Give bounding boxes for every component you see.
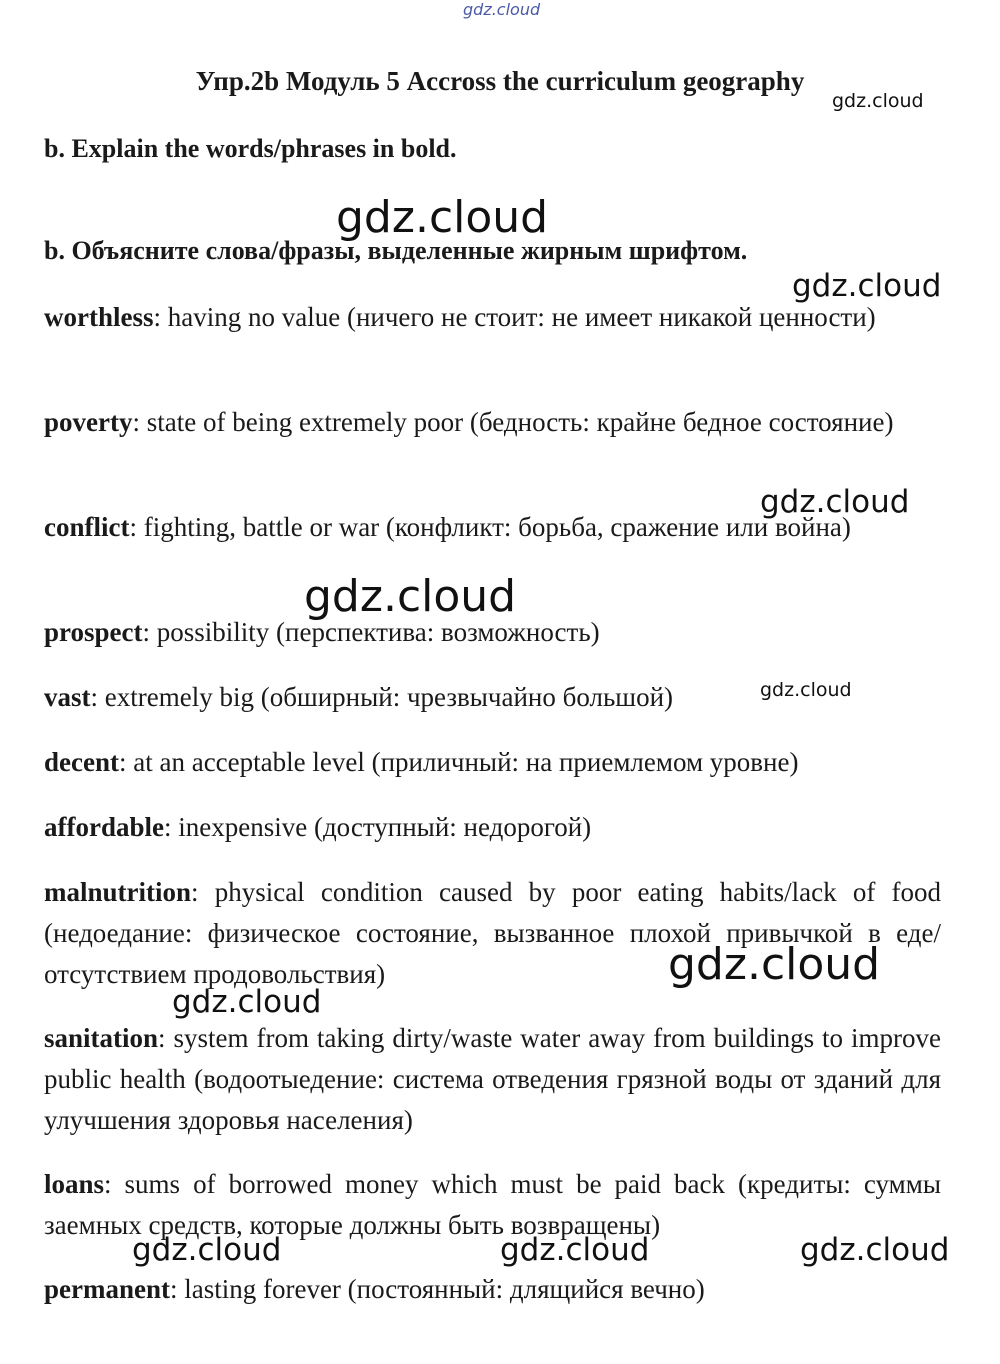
instruction-russian: b. Объясните слова/фразы, выделенные жирным шрифтом. — [44, 236, 748, 265]
watermark: gdz.cloud — [760, 484, 910, 520]
term: poverty — [44, 407, 133, 437]
watermark: gdz.cloud — [132, 1232, 282, 1268]
definition: : inexpensive (доступный: недорогой) — [163, 812, 592, 842]
glossary-entry-vast — [44, 677, 941, 718]
page-title: Упр.2b Модуль 5 Accross the curriculum geography — [195, 66, 805, 96]
watermark: gdz.cloud — [832, 90, 924, 112]
watermark: gdz.cloud — [172, 984, 322, 1020]
definition: : physical condition caused by poor eating habits/lack of food (недоедание: физическое состояние, вызванное плохой привычкой в еде/отсутствием продовольствия) — [44, 877, 941, 989]
glossary-entry-worthless — [44, 297, 941, 338]
watermark: gdz.cloud — [792, 268, 942, 304]
term: worthless — [44, 302, 154, 332]
glossary-entry-prospect — [44, 612, 941, 653]
watermark: gdz.cloud — [500, 1232, 650, 1268]
watermark-top: gdz.cloud — [463, 0, 541, 19]
glossary-entry-affordable — [44, 807, 941, 848]
watermark: gdz.cloud — [800, 1232, 950, 1268]
instruction-english: b. Explain the words/phrases in bold. — [44, 134, 457, 163]
watermark: gdz.cloud — [304, 571, 517, 622]
glossary-entry-decent — [44, 742, 941, 783]
glossary-entry-sanitation — [44, 1018, 941, 1141]
term: decent — [44, 747, 119, 777]
term: malnutrition — [44, 877, 192, 907]
term: loans — [44, 1169, 105, 1199]
term: vast — [44, 682, 91, 712]
term: permanent — [44, 1274, 170, 1304]
term: prospect — [44, 617, 143, 647]
watermark: gdz.cloud — [336, 192, 549, 243]
definition: : fighting, battle or war (конфликт: борьба, сражение или война) — [129, 512, 851, 542]
definition: : having no value (ничего не стоит: не имеет никакой ценности) — [153, 302, 876, 332]
glossary-entry-poverty — [44, 402, 941, 443]
definition: : possibility (перспектива: возможность) — [142, 617, 600, 647]
glossary-entry-malnutrition — [44, 872, 941, 995]
definition: : at an acceptable level (приличный: на приемлемом уровне) — [118, 747, 799, 777]
definition: : lasting forever (постоянный: длящийся вечно) — [169, 1274, 705, 1304]
definition: : sums of borrowed money which must be paid back (кредиты: суммы заемных средств, которые должны быть возвращены) — [44, 1169, 941, 1240]
glossary-entry-conflict — [44, 507, 941, 548]
term: affordable — [44, 812, 164, 842]
glossary-entry-permanent — [44, 1269, 941, 1310]
definition: : state of being extremely poor (бедность: крайне бедное состояние) — [132, 407, 894, 437]
term: conflict — [44, 512, 130, 542]
glossary-entry-loans — [44, 1164, 941, 1246]
term: sanitation — [44, 1023, 159, 1053]
definition: : system from taking dirty/waste water away from buildings to improve public health (водоотыедение: система отведения грязной воды от зданий для улучшения здоровья населения) — [44, 1023, 941, 1135]
watermark: gdz.cloud — [668, 939, 881, 990]
watermark: gdz.cloud — [760, 679, 852, 701]
definition: : extremely big (обширный: чрезвычайно большой) — [90, 682, 674, 712]
